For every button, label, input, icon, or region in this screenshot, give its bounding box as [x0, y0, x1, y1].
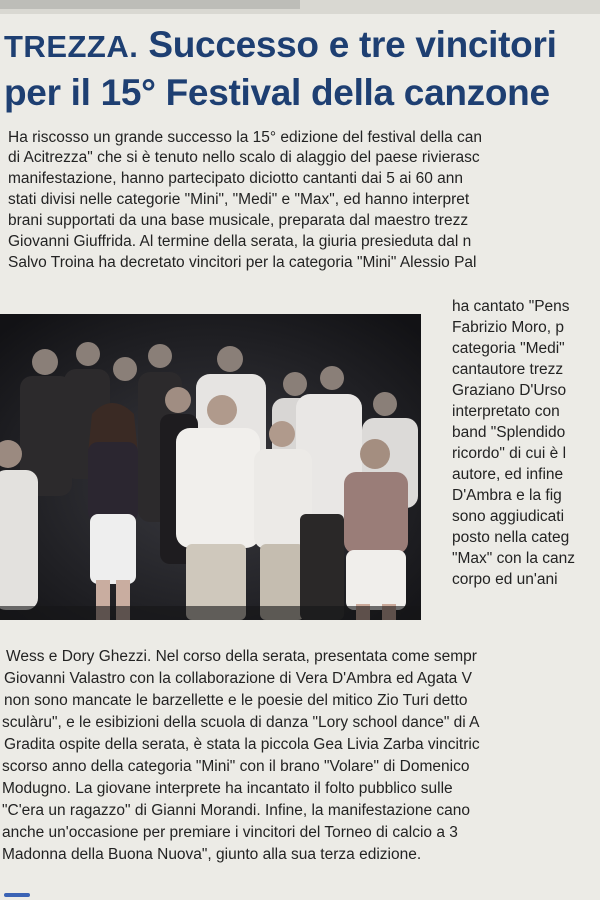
body-line-right: autore, ed infine [452, 466, 564, 483]
body-line-top: Ha riscosso un grande successo la 15° edizione del festival della can [8, 129, 483, 146]
body-line-right: D'Ambra e la fig [452, 487, 562, 504]
body-line-top: manifestazione, hanno partecipato diciotto cantanti dai 5 ai 60 ann [8, 170, 463, 187]
body-line-right: interpretato con [452, 403, 560, 420]
body-line-right: ricordo" di cui è l [452, 445, 567, 462]
headline-line-1: Successo e tre vincitori [148, 24, 557, 65]
group-photo [0, 314, 421, 620]
body-line-bottom: non sono mancate le barzellette e le poesie del mitico Zio Turi detto [4, 692, 468, 709]
top-rule [0, 0, 300, 9]
body-line-right: Fabrizio Moro, p [452, 319, 564, 336]
headline [4, 22, 600, 116]
body-line-right: "Max" con la canz [452, 550, 576, 567]
body-line-top: Giovanni Giuffrida. Al termine della serata, la giuria presieduta dal n [8, 233, 472, 250]
body-line-right: Graziano D'Urso [452, 382, 567, 399]
body-line-right: posto nella categ [452, 529, 570, 546]
body-line-top: Salvo Troina ha decretato vincitori per la categoria "Mini" Alessio Pal [8, 254, 477, 271]
body-line-bottom: Modugno. La giovane interprete ha incantato il folto pubblico sulle [2, 780, 453, 797]
body-line-bottom: anche un'occasione per premiare i vincitori del Torneo di calcio a 3 [2, 824, 458, 841]
blue-corner-mark [4, 893, 30, 897]
body-line-right: categoria "Medi" [452, 340, 565, 357]
body-line-bottom: Wess e Dory Ghezzi. Nel corso della serata, presentata come sempr [6, 648, 477, 665]
body-line-right: cantautore trezz [452, 361, 564, 378]
body-line-top: stati divisi nelle categorie "Mini", "Medi" e "Max", ed hanno interpret [8, 191, 470, 208]
body-line-right: ha cantato "Pens [452, 298, 570, 315]
body-line-bottom: Gradita ospite della serata, è stata la piccola Gea Livia Zarba vincitric [4, 736, 480, 753]
headline-kicker: TREZZA. [4, 29, 139, 64]
body-line-top: brani supportati da una base musicale, preparata dal maestro trezz [8, 212, 469, 229]
body-line-right: sono aggiudicati [452, 508, 565, 525]
body-line-bottom: Madonna della Buona Nuova", giunto alla sua terza edizione. [2, 846, 422, 863]
body-line-bottom: scorso anno della categoria "Mini" con il brano "Volare" di Domenico [2, 758, 470, 775]
body-line-right: band "Splendido [452, 424, 566, 441]
body-line-top: di Acitrezza" che si è tenuto nello scalo di alaggio del paese rivierasc [8, 149, 480, 166]
body-line-right: corpo ed un'ani [452, 571, 558, 588]
body-line-bottom: Giovanni Valastro con la collaborazione di Vera D'Ambra ed Agata V [4, 670, 472, 687]
page-top-band [0, 0, 600, 14]
body-line-bottom: sculàru", e le esibizioni della scuola di danza "Lory school dance" di A [2, 714, 480, 731]
headline-line-2: per il 15° Festival della canzone [4, 72, 550, 113]
body-line-bottom: "C'era un ragazzo" di Gianni Morandi. Infine, la manifestazione cano [2, 802, 471, 819]
